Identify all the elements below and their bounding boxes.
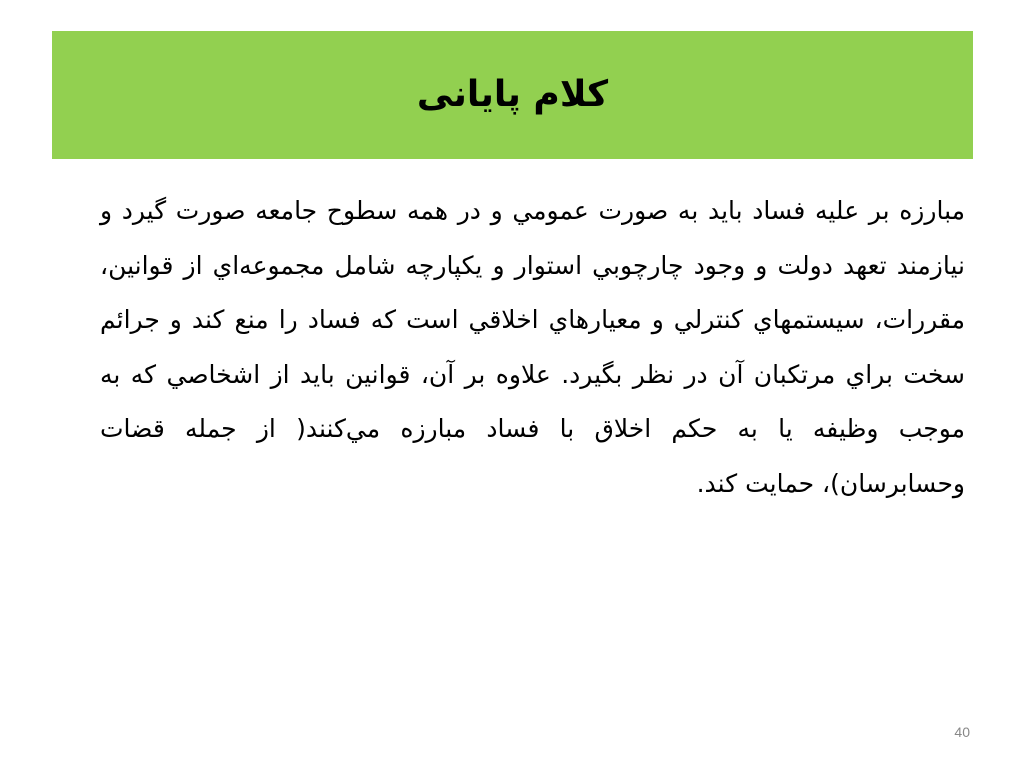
body-content bbox=[60, 184, 965, 584]
slide-title: کلام پایانی bbox=[416, 74, 609, 115]
body-paragraph: مبارزه بر علیه فساد باید به صورت عمومي و در همه سطوح جامعه صورت گیرد و نیازمند تعهد دولت و وجود چارچوبي استوار و یکپارچه شامل مجموعه‌اي از قوانین، مقررات، سیستمهاي کنترلي و معیارهاي اخلاقي است که فساد را منع کند و جرائم سخت براي مرتکبان آن در نظر بگیرد. علاوه بر آن، قوانین باید از اشخاصي که به موجب وظیفه یا به حکم اخلاق با فساد مبارزه مي‌کنند( از جمله قضات وحسابرسان)، حمایت کند. bbox=[100, 196, 965, 498]
title-bar bbox=[52, 31, 973, 159]
slide-number: 40 bbox=[954, 724, 970, 740]
